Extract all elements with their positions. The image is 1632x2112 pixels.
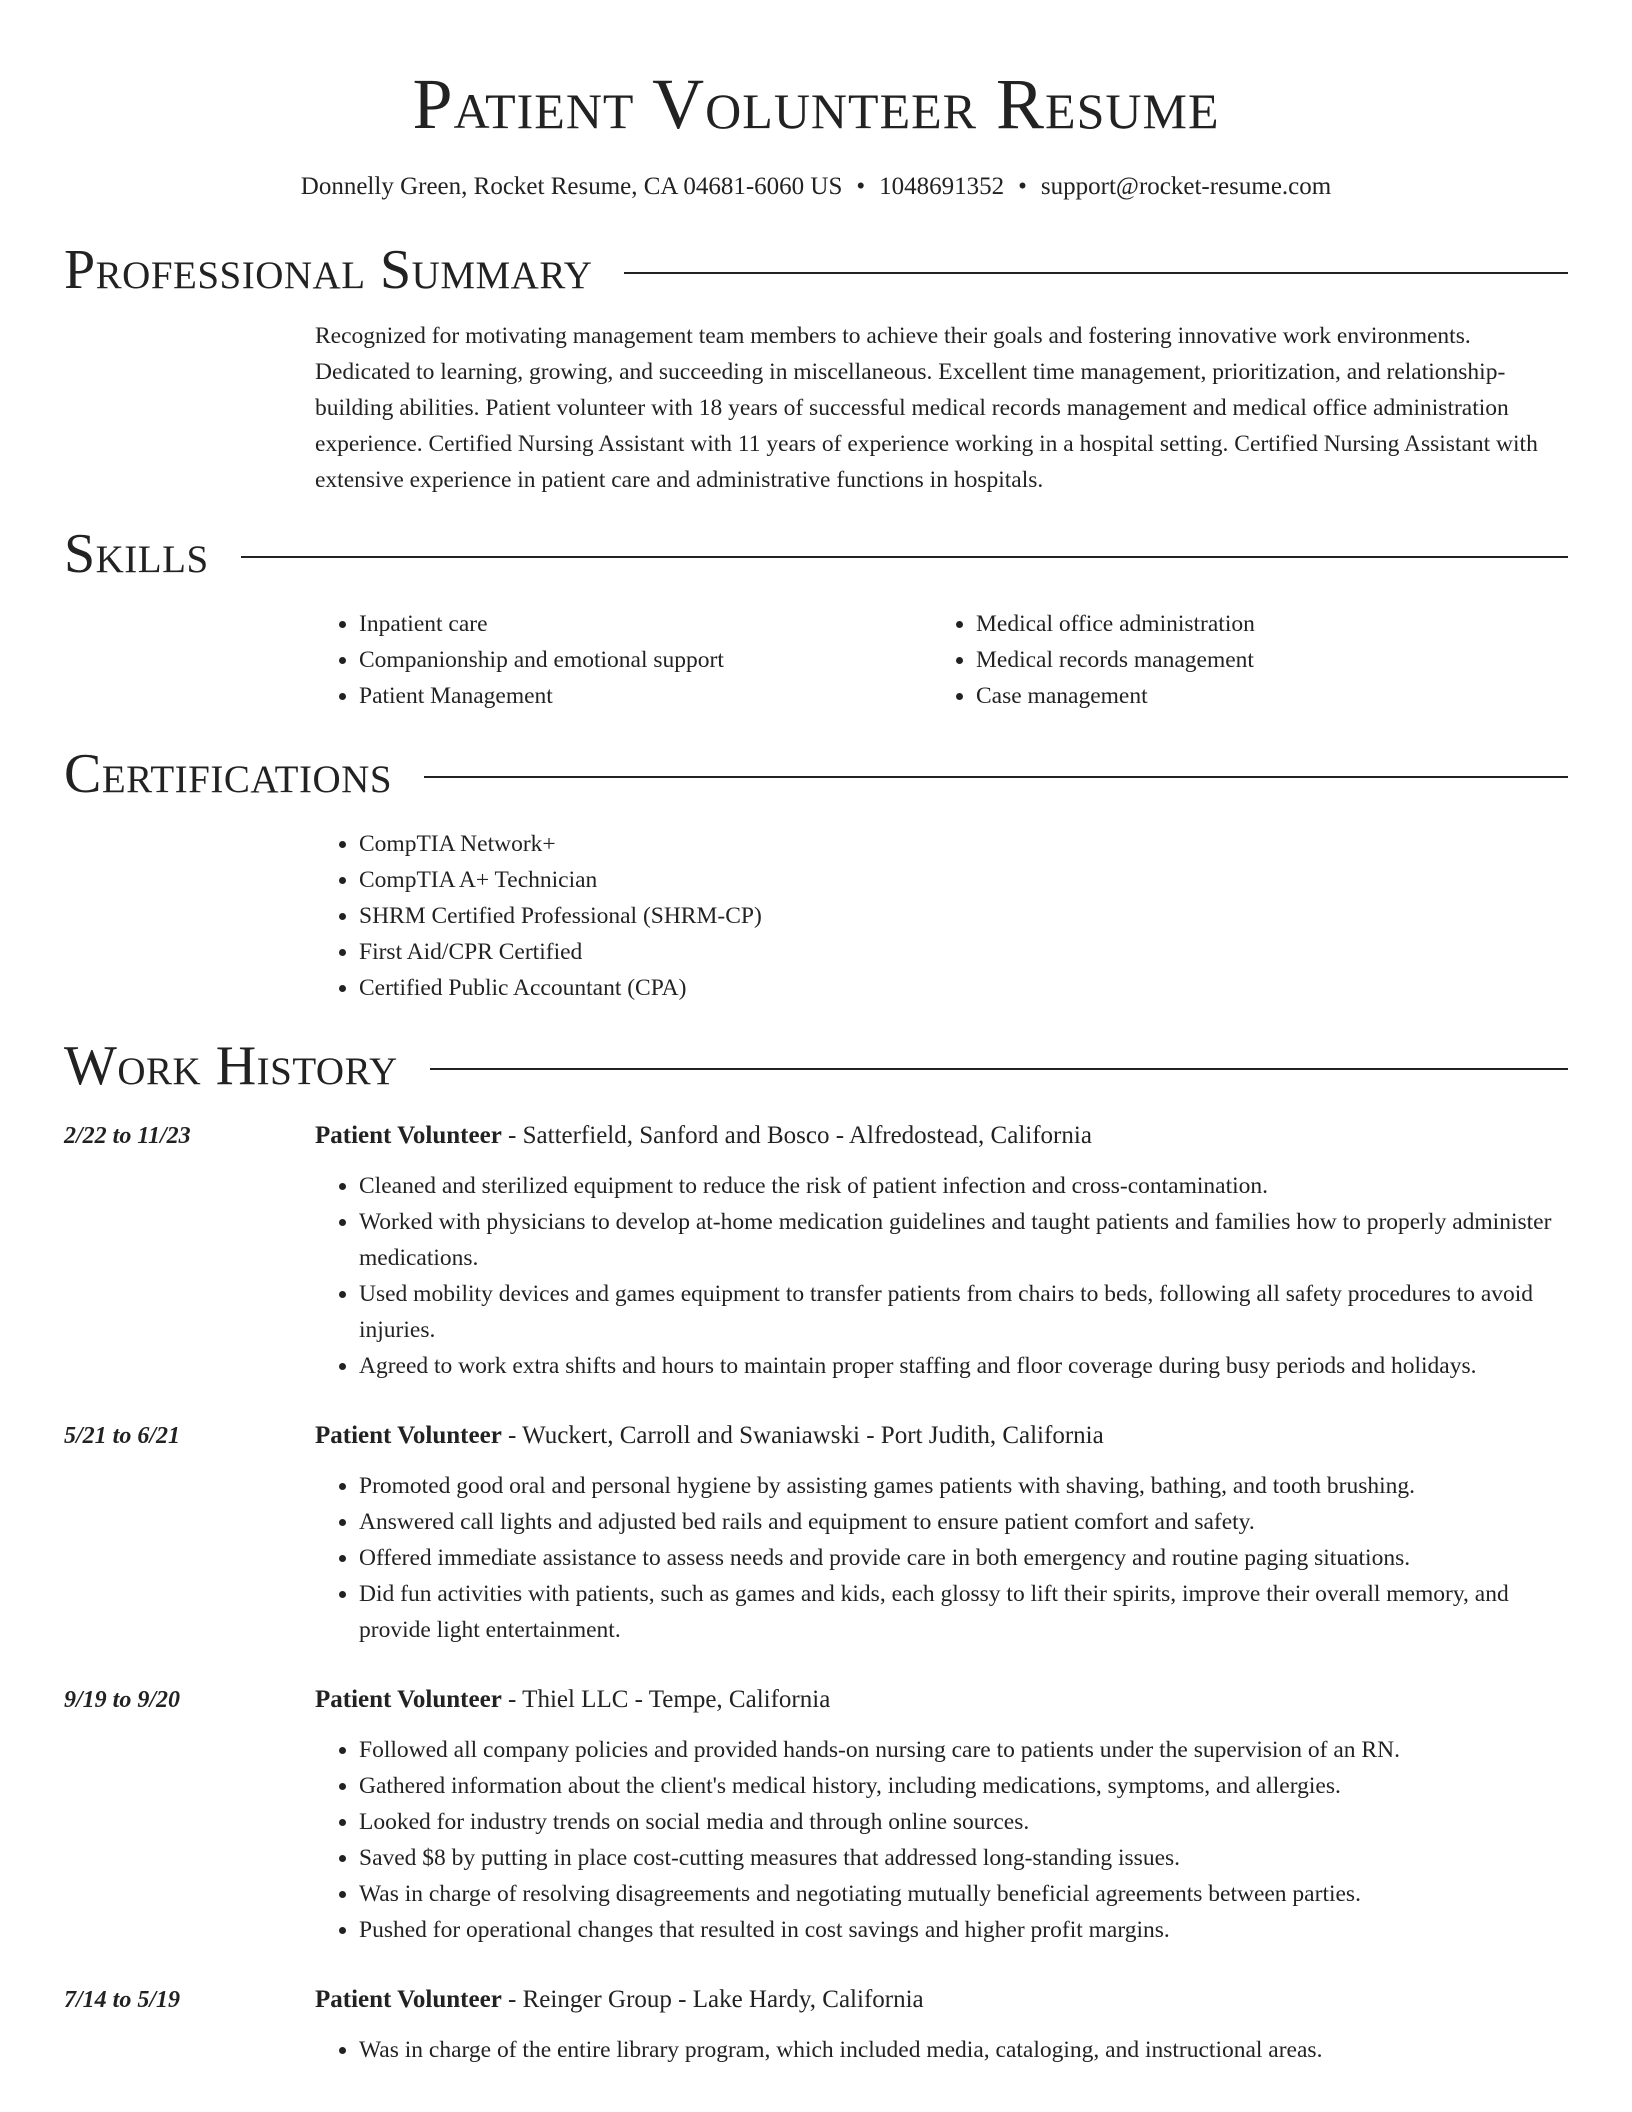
- job-bullet: • Cleaned and sterilized equipment to reduce the risk of patient infection and cross-contamination.: [359, 1168, 1568, 1204]
- job-bullets: [315, 1468, 1568, 1648]
- summary-header: [64, 238, 1568, 302]
- skill-item: • Medical records management: [976, 642, 1568, 678]
- certification-item: • First Aid/CPR Certified: [359, 934, 1568, 970]
- job-date: 2/22 to 11/23: [64, 1123, 191, 1149]
- skills-section: [0, 522, 1632, 714]
- work-history-header: [64, 1034, 1568, 1098]
- skill-item: • Companionship and emotional support: [359, 642, 932, 678]
- job-bullet: • Offered immediate assistance to assess needs and provide care in both emergency and routine paging situations.: [359, 1540, 1568, 1576]
- contact-separator: •: [1018, 173, 1027, 200]
- skill-item: • Case management: [976, 678, 1568, 714]
- job-date: 9/19 to 9/20: [64, 1687, 181, 1713]
- summary-section: [0, 238, 1632, 498]
- certification-item: • SHRM Certified Professional (SHRM-CP): [359, 898, 1568, 934]
- job-entry: [0, 1982, 1632, 2068]
- skills-grid: [315, 606, 1568, 714]
- contact-email: support@rocket-resume.com: [1040, 173, 1332, 200]
- contact-separator: •: [856, 173, 866, 200]
- job-bullet: • Gathered information about the client's medical history, including medications, symptoms, and allergies.: [359, 1768, 1568, 1804]
- job-employer: - Satterfield, Sanford and Bosco - Alfredostead, California: [501, 1122, 1092, 1149]
- certification-item: • CompTIA Network+: [359, 826, 1568, 862]
- job-employer: - Thiel LLC - Tempe, California: [501, 1686, 831, 1713]
- work-history-title: Work History: [64, 1035, 398, 1097]
- job-header-row: [64, 1982, 1568, 2018]
- job-bullet: • Promoted good oral and personal hygiene by assisting games patients with shaving, bathing, and tooth brushing.: [359, 1468, 1568, 1504]
- job-entry: [0, 1418, 1632, 1648]
- job-date: 7/14 to 5/19: [64, 1987, 181, 2013]
- job-heading: [315, 1118, 1092, 1154]
- job-bullet: • Looked for industry trends on social media and through online sources.: [359, 1804, 1568, 1840]
- skill-item: • Inpatient care: [359, 606, 932, 642]
- certifications-title: Certifications: [64, 743, 393, 805]
- section-divider: [424, 776, 1568, 778]
- job-heading: [315, 1418, 1104, 1454]
- job-bullet: • Used mobility devices and games equipment to transfer patients from chairs to beds, following all safety procedures to avoid injuries.: [359, 1276, 1568, 1348]
- contact-line: [0, 170, 1632, 204]
- section-divider: [624, 272, 1568, 274]
- job-bullets: [315, 1168, 1568, 1384]
- summary-text: Recognized for motivating management team members to achieve their goals and fostering innovative work environments. Dedicated to learning, growing, and succeeding in miscellaneous. Excellent time management, prioritization, and relationship-building abilities. Patient volunteer with 18 years of successful medical records management and medical office administration experience. Certified Nursing Assistant with 11 years of experience working in a hospital setting. Certified Nursing Assistant with extensive experience in patient care and administrative functions in hospitals.: [315, 323, 1538, 493]
- job-bullet: • Did fun activities with patients, such as games and kids, each glossy to lift their spirits, improve their overall memory, and provide light entertainment.: [359, 1576, 1568, 1648]
- job-bullet: • Worked with physicians to develop at-home medication guidelines and taught patients and families how to properly administer medications.: [359, 1204, 1568, 1276]
- job-date: 5/21 to 6/21: [64, 1423, 181, 1449]
- job-bullet: • Agreed to work extra shifts and hours to maintain proper staffing and floor coverage during busy periods and holidays.: [359, 1348, 1568, 1384]
- job-role: Patient Volunteer: [315, 1422, 502, 1449]
- skills-list-left: [315, 606, 932, 714]
- job-bullet: • Saved $8 by putting in place cost-cutting measures that addressed long-standing issues.: [359, 1840, 1568, 1876]
- certification-item: • Certified Public Accountant (CPA): [359, 970, 1568, 1006]
- summary-title: Professional Summary: [64, 239, 593, 301]
- skills-header: [64, 522, 1568, 586]
- job-employer: - Reinger Group - Lake Hardy, California: [501, 1986, 924, 2013]
- section-divider: [430, 1068, 1568, 1070]
- resume-title: Patient Volunteer Resume: [412, 64, 1220, 144]
- contact-phone: 1048691352: [879, 173, 1005, 200]
- certifications-section: [0, 742, 1632, 1006]
- job-bullet: • Was in charge of the entire library program, which included media, cataloging, and instructional areas.: [359, 2032, 1568, 2068]
- certifications-list: [315, 826, 1568, 1006]
- job-entry: [0, 1118, 1632, 1384]
- job-role: Patient Volunteer: [315, 1686, 502, 1713]
- job-heading: [315, 1982, 924, 2018]
- job-employer: - Wuckert, Carroll and Swaniawski - Port Judith, California: [501, 1422, 1104, 1449]
- job-heading: [315, 1682, 830, 1718]
- skills-title: Skills: [64, 523, 209, 585]
- work-history-section: [0, 1034, 1632, 2068]
- job-role: Patient Volunteer: [315, 1122, 502, 1149]
- skill-item: • Medical office administration: [976, 606, 1568, 642]
- job-role: Patient Volunteer: [315, 1986, 502, 2013]
- job-bullet: • Pushed for operational changes that resulted in cost savings and higher profit margins.: [359, 1912, 1568, 1948]
- skills-list-right: [932, 606, 1568, 714]
- job-header-row: [64, 1118, 1568, 1154]
- certifications-header: [64, 742, 1568, 806]
- section-divider: [241, 556, 1568, 558]
- certifications-body: [315, 826, 1568, 1006]
- job-bullets: [315, 2032, 1568, 2068]
- job-bullet: • Was in charge of resolving disagreements and negotiating mutually beneficial agreements between parties.: [359, 1876, 1568, 1912]
- certification-item: • CompTIA A+ Technician: [359, 862, 1568, 898]
- job-bullets: [315, 1732, 1568, 1948]
- job-header-row: [64, 1418, 1568, 1454]
- job-bullet: • Answered call lights and adjusted bed rails and equipment to ensure patient comfort and safety.: [359, 1504, 1568, 1540]
- skill-item: • Patient Management: [359, 678, 932, 714]
- job-entry: [0, 1682, 1632, 1948]
- contact-address: Donnelly Green, Rocket Resume, CA 04681-6060 US: [300, 173, 843, 200]
- job-header-row: [64, 1682, 1568, 1718]
- job-bullet: • Followed all company policies and provided hands-on nursing care to patients under the supervision of an RN.: [359, 1732, 1568, 1768]
